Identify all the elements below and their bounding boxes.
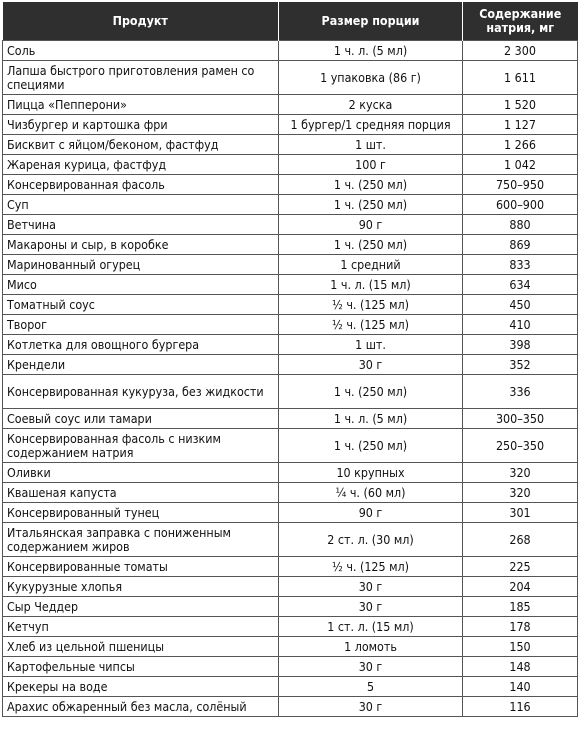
cell-serving-size: 1 шт.	[279, 335, 463, 355]
cell-product: Соевый соус или тамари	[3, 409, 279, 429]
cell-sodium: 148	[463, 657, 578, 677]
table-row	[3, 135, 578, 155]
cell-serving-size: 30 г	[279, 577, 463, 597]
cell-product: Творог	[3, 315, 279, 335]
cell-sodium: 410	[463, 315, 578, 335]
table-row	[3, 597, 578, 617]
table-row	[3, 115, 578, 135]
table-row	[3, 503, 578, 523]
cell-serving-size: 1 бургер/1 средняя порция	[279, 115, 463, 135]
table-row	[3, 637, 578, 657]
table-row	[3, 557, 578, 577]
cell-serving-size: 1 ч. л. (5 мл)	[279, 409, 463, 429]
cell-serving-size: 1 ч. (250 мл)	[279, 235, 463, 255]
cell-sodium: 450	[463, 295, 578, 315]
table-row	[3, 677, 578, 697]
table-row	[3, 255, 578, 275]
table-row	[3, 275, 578, 295]
cell-product: Суп	[3, 195, 279, 215]
cell-sodium: 178	[463, 617, 578, 637]
cell-sodium: 869	[463, 235, 578, 255]
cell-product: Котлетка для овощного бургера	[3, 335, 279, 355]
table-row	[3, 95, 578, 115]
cell-product: Консервированный тунец	[3, 503, 279, 523]
cell-sodium: 1 611	[463, 61, 578, 95]
cell-serving-size: 1 упаковка (86 г)	[279, 61, 463, 95]
cell-sodium: 1 127	[463, 115, 578, 135]
cell-product: Арахис обжаренный без масла, солёный	[3, 697, 279, 717]
cell-sodium: 116	[463, 697, 578, 717]
table-row	[3, 429, 578, 463]
cell-product: Чизбургер и картошка фри	[3, 115, 279, 135]
header-sodium-content: Содержание натрия, мг	[463, 2, 578, 41]
cell-sodium: 320	[463, 483, 578, 503]
table-row	[3, 463, 578, 483]
cell-sodium: 2 300	[463, 41, 578, 61]
cell-sodium: 301	[463, 503, 578, 523]
cell-serving-size: 1 ч. л. (15 мл)	[279, 275, 463, 295]
table-row	[3, 155, 578, 175]
cell-sodium: 1 266	[463, 135, 578, 155]
sodium-table	[2, 2, 578, 717]
cell-sodium: 600–900	[463, 195, 578, 215]
table-row	[3, 335, 578, 355]
table-row	[3, 577, 578, 597]
cell-serving-size: 2 куска	[279, 95, 463, 115]
table-row	[3, 657, 578, 677]
cell-product: Соль	[3, 41, 279, 61]
cell-serving-size: 1 ст. л. (15 мл)	[279, 617, 463, 637]
cell-serving-size: 30 г	[279, 697, 463, 717]
cell-sodium: 320	[463, 463, 578, 483]
cell-sodium: 150	[463, 637, 578, 657]
table-row	[3, 215, 578, 235]
cell-serving-size: 30 г	[279, 657, 463, 677]
cell-product: Квашеная капуста	[3, 483, 279, 503]
cell-sodium: 300–350	[463, 409, 578, 429]
cell-sodium: 634	[463, 275, 578, 295]
cell-serving-size: 30 г	[279, 355, 463, 375]
cell-sodium: 185	[463, 597, 578, 617]
cell-serving-size: 5	[279, 677, 463, 697]
cell-product: Ветчина	[3, 215, 279, 235]
table-row	[3, 617, 578, 637]
cell-sodium: 336	[463, 375, 578, 409]
header-serving-size: Размер порции	[279, 2, 463, 41]
cell-serving-size: 10 крупных	[279, 463, 463, 483]
cell-product: Мисо	[3, 275, 279, 295]
cell-product: Консервированные томаты	[3, 557, 279, 577]
table-row	[3, 483, 578, 503]
table-row	[3, 235, 578, 255]
cell-product: Пицца «Пепперони»	[3, 95, 279, 115]
table-row	[3, 61, 578, 95]
cell-serving-size: 1 ломоть	[279, 637, 463, 657]
table-row	[3, 315, 578, 335]
cell-serving-size: ½ ч. (125 мл)	[279, 315, 463, 335]
cell-product: Итальянская заправка с пониженным содержанием жиров	[3, 523, 279, 557]
cell-serving-size: 30 г	[279, 597, 463, 617]
table-row	[3, 41, 578, 61]
cell-serving-size: 2 ст. л. (30 мл)	[279, 523, 463, 557]
cell-product: Крендели	[3, 355, 279, 375]
cell-product: Лапша быстрого приготовления рамен со специями	[3, 61, 279, 95]
cell-serving-size: 100 г	[279, 155, 463, 175]
cell-product: Кетчуп	[3, 617, 279, 637]
table-row	[3, 195, 578, 215]
cell-serving-size: 1 шт.	[279, 135, 463, 155]
table-header	[3, 2, 578, 41]
cell-serving-size: 1 средний	[279, 255, 463, 275]
table-row	[3, 523, 578, 557]
cell-serving-size: 1 ч. (250 мл)	[279, 429, 463, 463]
cell-product: Томатный соус	[3, 295, 279, 315]
cell-sodium: 1 042	[463, 155, 578, 175]
cell-product: Консервированная фасоль	[3, 175, 279, 195]
cell-serving-size: ½ ч. (125 мл)	[279, 295, 463, 315]
table-row	[3, 355, 578, 375]
cell-sodium: 833	[463, 255, 578, 275]
cell-sodium: 140	[463, 677, 578, 697]
cell-serving-size: ¼ ч. (60 мл)	[279, 483, 463, 503]
cell-product: Кукурузные хлопья	[3, 577, 279, 597]
cell-sodium: 880	[463, 215, 578, 235]
table-row	[3, 295, 578, 315]
cell-product: Макароны и сыр, в коробке	[3, 235, 279, 255]
cell-sodium: 1 520	[463, 95, 578, 115]
cell-product: Бисквит с яйцом/беконом, фастфуд	[3, 135, 279, 155]
cell-sodium: 250–350	[463, 429, 578, 463]
cell-product: Маринованный огурец	[3, 255, 279, 275]
table-body	[3, 41, 578, 717]
cell-sodium: 398	[463, 335, 578, 355]
cell-serving-size: 90 г	[279, 215, 463, 235]
table-row	[3, 375, 578, 409]
header-product: Продукт	[3, 2, 279, 41]
cell-product: Жареная курица, фастфуд	[3, 155, 279, 175]
cell-serving-size: 90 г	[279, 503, 463, 523]
cell-product: Оливки	[3, 463, 279, 483]
table-row	[3, 175, 578, 195]
cell-product: Консервированная фасоль с низким содержанием натрия	[3, 429, 279, 463]
cell-serving-size: 1 ч. (250 мл)	[279, 375, 463, 409]
cell-product: Картофельные чипсы	[3, 657, 279, 677]
cell-sodium: 750–950	[463, 175, 578, 195]
cell-product: Хлеб из цельной пшеницы	[3, 637, 279, 657]
cell-sodium: 225	[463, 557, 578, 577]
cell-serving-size: 1 ч. л. (5 мл)	[279, 41, 463, 61]
cell-sodium: 352	[463, 355, 578, 375]
header-row	[3, 2, 578, 41]
cell-serving-size: ½ ч. (125 мл)	[279, 557, 463, 577]
table-row	[3, 409, 578, 429]
table-row	[3, 697, 578, 717]
cell-serving-size: 1 ч. (250 мл)	[279, 175, 463, 195]
cell-sodium: 204	[463, 577, 578, 597]
cell-product: Крекеры на воде	[3, 677, 279, 697]
cell-product: Консервированная кукуруза, без жидкости	[3, 375, 279, 409]
cell-sodium: 268	[463, 523, 578, 557]
cell-serving-size: 1 ч. (250 мл)	[279, 195, 463, 215]
cell-product: Сыр Чеддер	[3, 597, 279, 617]
